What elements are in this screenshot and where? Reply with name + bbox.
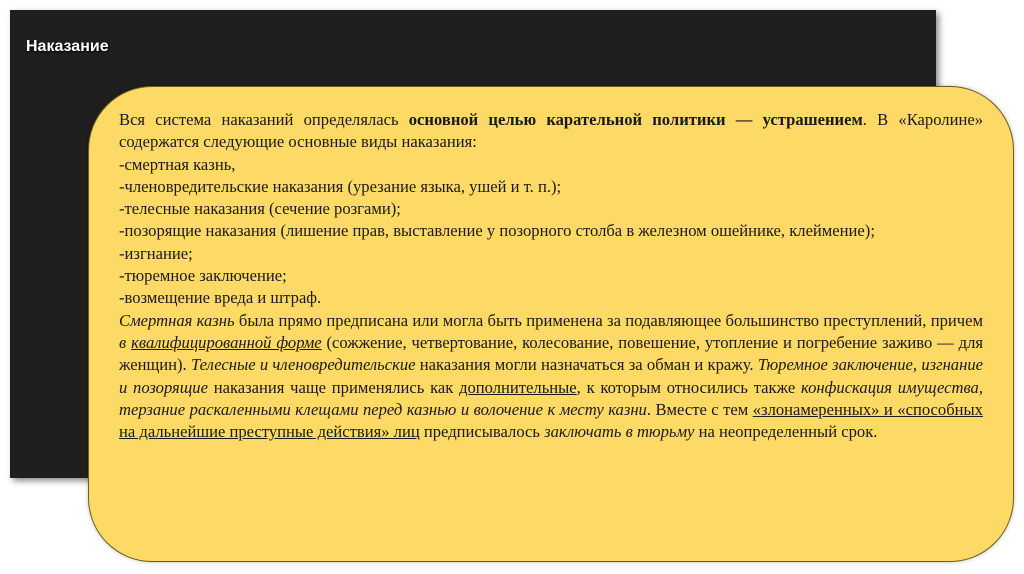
punishment-item: -тюремное заключение; bbox=[119, 266, 287, 286]
details-text: , bbox=[978, 377, 983, 397]
details-text: наказания могли назначаться за обман и кражу. bbox=[415, 355, 758, 375]
intro-paragraph bbox=[119, 109, 983, 154]
details-text: «злонамеренных» и «способных на дальнейшие преступные действия» лиц bbox=[119, 399, 983, 442]
details-text: квалифицированной форме bbox=[131, 332, 322, 352]
details-text: Смертная казнь bbox=[119, 310, 235, 330]
callout-text bbox=[119, 109, 983, 443]
details-text: наказания чаще применялись как bbox=[207, 377, 460, 397]
details-text: , к которым относились также bbox=[576, 377, 801, 397]
details-text: дополнительные bbox=[459, 377, 577, 397]
punishment-item: -телесные наказания (сечение розгами); bbox=[119, 199, 401, 219]
text-callout-box bbox=[88, 86, 1014, 562]
details-text: . Вместе с тем bbox=[646, 399, 753, 419]
punishment-item: -позорящие наказания (лишение прав, выставление у позорного столба в железном ошейнике, клеймение); bbox=[119, 221, 875, 241]
details-text: на неопределенный срок. bbox=[694, 422, 878, 442]
punishment-item: -изгнание; bbox=[119, 243, 193, 263]
details-text: Телесные и членовредительские bbox=[190, 355, 416, 375]
intro-text-2: . В «Каролине» содержатся следующие основные виды наказания: bbox=[119, 110, 983, 152]
intro-bold-text: основной целью карательной политики — устрашением bbox=[408, 110, 863, 129]
details-text: была прямо предписана или могла быть применена за подавляющее большинство преступлений, причем bbox=[234, 310, 983, 330]
punishment-item: -смертная казнь, bbox=[119, 154, 236, 174]
details-text: конфискация имущества bbox=[800, 377, 979, 397]
details-text: в bbox=[119, 332, 127, 352]
details-text: (сожжение, четвертование, колесование, повешение, утопление и погребение заживо — для женщин). bbox=[119, 332, 984, 375]
details-paragraph bbox=[119, 310, 983, 444]
details-text: заключать в тюрьму bbox=[544, 422, 695, 442]
punishment-item: -членовредительские наказания (урезание языка, ушей и т. п.); bbox=[119, 176, 562, 196]
details-text: предписывалось bbox=[419, 422, 545, 442]
punishment-item: -возмещение вреда и штраф. bbox=[119, 288, 322, 308]
slide-title: Наказание bbox=[26, 38, 109, 55]
intro-text-1: Вся система наказаний определялась bbox=[119, 110, 409, 129]
details-text: терзание раскаленными клещами перед казнью и волочение к месту казни bbox=[119, 399, 647, 419]
details-text: Тюремное заключение, изгнание и позорящие bbox=[119, 355, 983, 397]
